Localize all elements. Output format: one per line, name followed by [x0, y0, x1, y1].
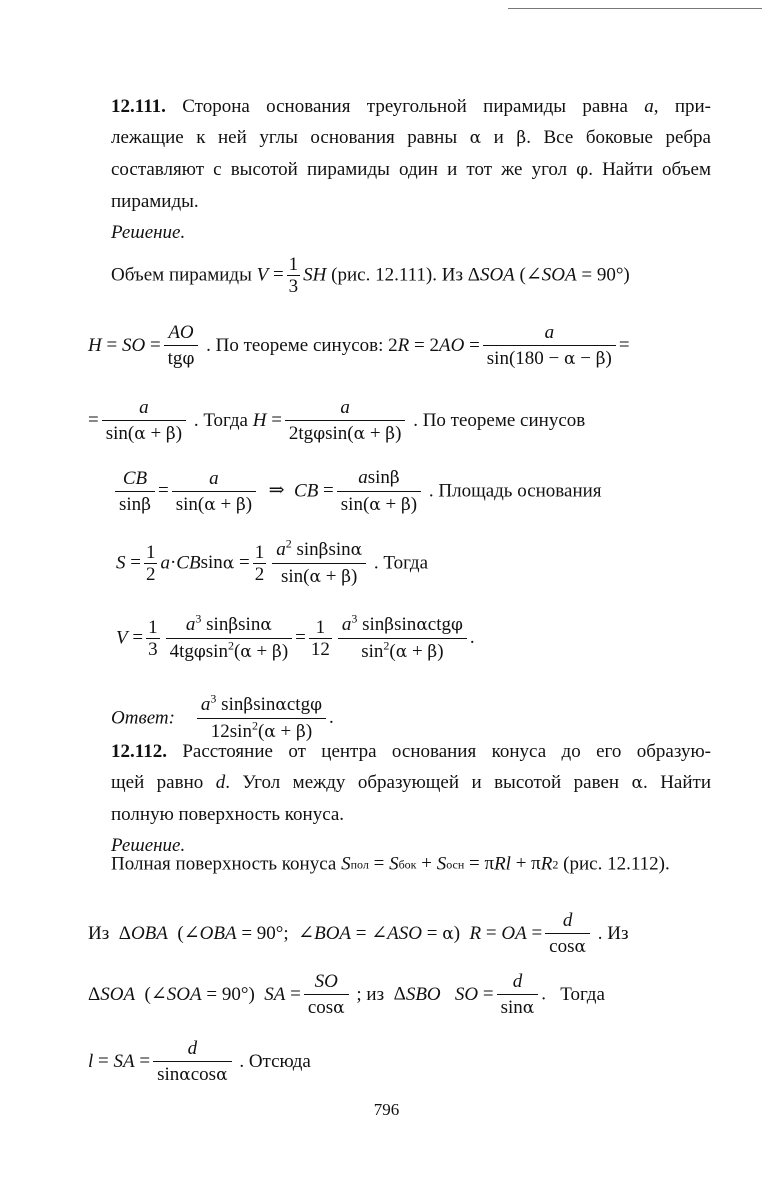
problem-number: 12.112. — [111, 741, 167, 762]
formula-volume: Объем пирамиды V = $\frac{1}{3}$ SH (рис. 12.111). Из ΔSOA (∠SOA = 90°) — [111, 254, 630, 297]
problem-number: 12.111. — [111, 96, 166, 117]
formula-height-2: = $\frac{a}{\sin(\alpha + \beta)}$ . Тогда H = $\frac{a}{\text{2tgφsin(α + β)}}$ . По теореме синусов — [88, 397, 586, 444]
formula-cb: $\frac{CB}{\sin\beta}$ = $\frac{a}{\sin(\alpha + \beta)}$ ⇒ CB = $\frac{asin\beta}{\sin(\alpha + \beta)}$ . Площадь основания — [112, 465, 602, 518]
formula-volume-final: V = $\frac{1}{3}$ $\frac{a^3 \sin\beta\sin\alpha}{4tg\varphi\sin^2(\alpha + \beta)}$ = $\frac{1}{12}$ $\frac{a^3 \sin\beta\sin\alpha ctg\varphi}{\sin^2(\alpha + \beta)}$ . — [116, 611, 475, 662]
formula-slant: ΔSOA (∠SOA = 90°) SA = $\frac{SO}{\cos\alpha}$ ; из ΔSBO SO = $\frac{d}{\sin\alpha}$ . Тогда — [88, 971, 605, 1018]
formula-height: H = SO = $\frac{AO}{\text{tgφ}}$ . По теореме синусов: 2R = 2AO = $\frac{a}{\sin(180 - \alpha - \beta)}$ = — [88, 322, 630, 369]
formula-l: l = SA = $\frac{d}{\sin\alpha\cos\alpha}$ . Отсюда — [88, 1038, 311, 1085]
solution-label: Решение. — [111, 835, 186, 856]
page-number: 796 — [373, 1100, 400, 1119]
formula-surface: Полная поверхность конуса Sпол = Sбок + Sосн = πRl + πR2 (рис. 12.112). — [111, 853, 670, 875]
solution-label: Решение. — [111, 222, 186, 243]
formula-base-area: S = $\frac{1}{2}$ a·CBsinα = $\frac{1}{2}$ $\frac{a^2 \sin\beta\sin\alpha}{\sin(\alpha + \beta)}$ . Тогда — [116, 536, 429, 587]
problem-12-111: 12.111. Сторона основания треугольной пирамиды равна a, при- лежащие к ней углы основания равны α и β. Все боковые ребра составляют с высотой пирамиды один и тот же угол φ. Найти объем пирамиды. Решение. — [111, 91, 711, 248]
answer-label: Ответ: — [111, 707, 175, 729]
formula-radius: Из ΔOBA (∠OBA = 90°; ∠BOA = ∠ASO = α) R = OA = $\frac{d}{\cos\alpha}$ . Из — [88, 910, 629, 957]
top-rule — [508, 8, 762, 9]
problem-12-112: 12.112. Расстояние от центра основания конуса до его образую- щей равно d. Угол между образующей и высотой равен α. Найти полную поверхность конуса. Решение. — [111, 736, 711, 861]
answer: Ответ: $\frac{a^3 \sin\beta\sin\alpha ctg\varphi}{12\sin^2(\alpha + \beta)}$ . — [111, 691, 334, 742]
